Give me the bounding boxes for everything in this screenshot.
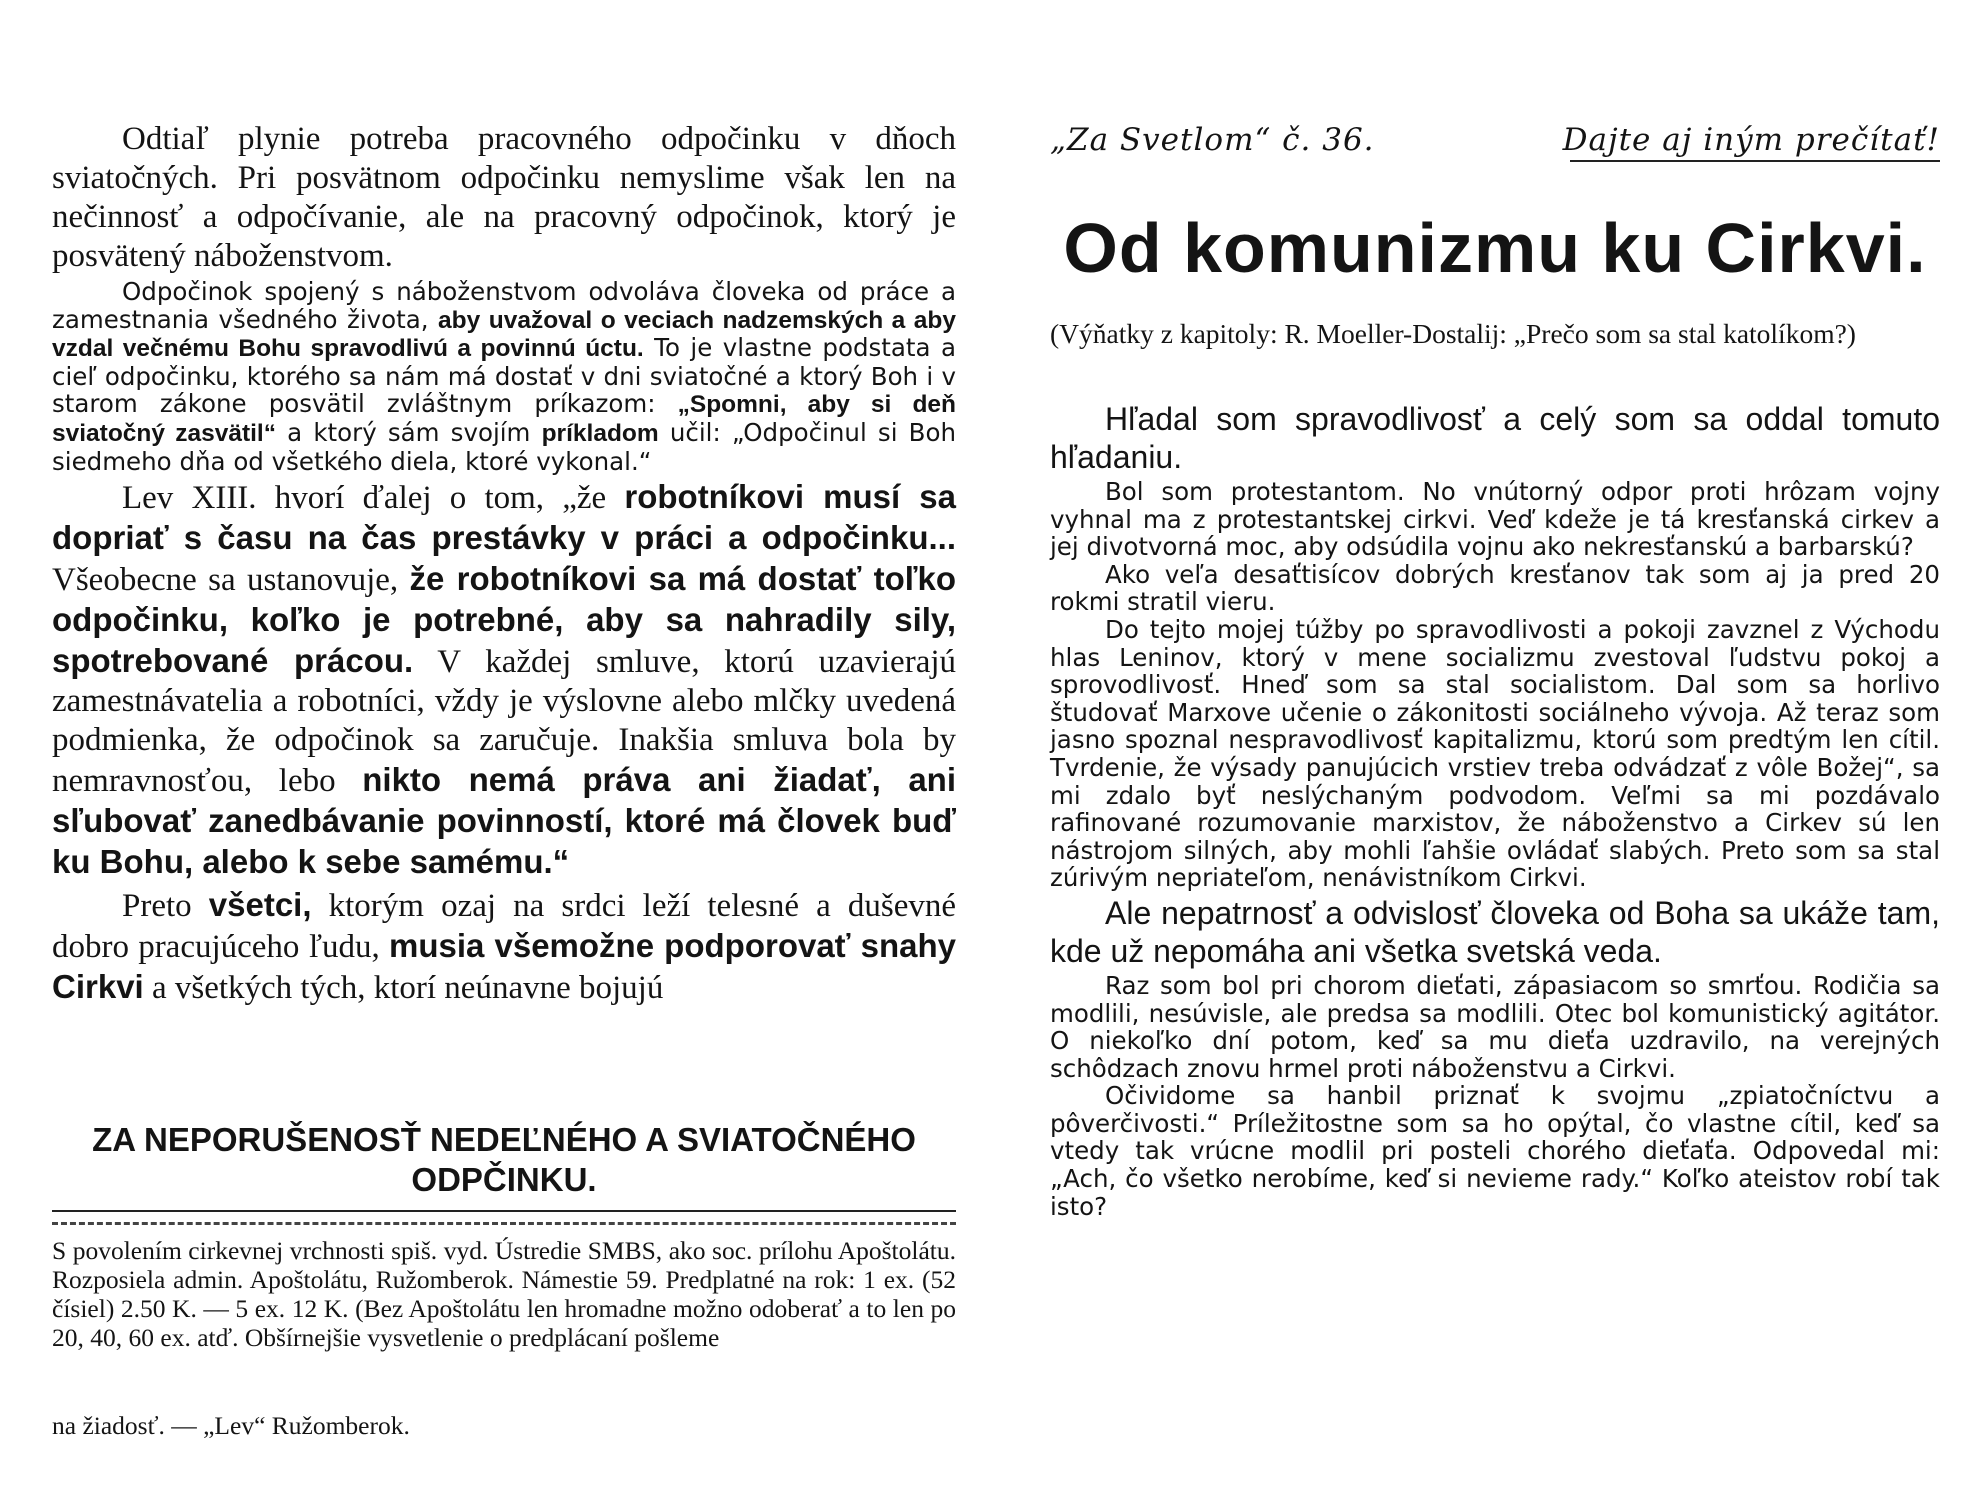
paragraph-4-text-a: Preto (122, 888, 192, 925)
article-paragraph-2: Bol som protestantom. No vnútorný odpor proti hrôzam vojny vyhnal ma z protestantskej cirkvi. Veď kdeže je tá kresťanská cirkev a jej divotvorná moc, aby odsúdila vojnu ako nekresťanskú a barbarskú? (1050, 477, 1940, 562)
paragraph-4 (52, 885, 956, 1008)
paragraph-3-bold-b: že robotníkovi sa má dostať toľko odpočinku, koľko je potrebné, aby sa nahradily sily, spotrebované prácou. (52, 560, 957, 680)
article-paragraph-4: Do tejto mojej túžby po spravodlivosti a pokoji zavznel z Východu hlas Leninov, ktorý v mene socializmu zvestoval ľudstvu pokoj a sprovodlivosť. Hneď som sa stal socialistom. Dal som sa horlivo študovať Marxove učenie o zákonitosti sociálneho vývoja. Až teraz som jasno spoznal nespravodlivosť kapitalizmu, ktorú som predtým len cítil. Tvrdenie, že výsady panujúcich vrstiev treba odvádzať z vôle Božej“, sa mi zdalo byť neslýchaným podvodom. Veľmi sa mi pozdávalo rafinované rozumovanie marxistov, že náboženstvo a Cirkev sú len nástrojom silných, aby mohli ľahšie ovládať slabých. Preto som sa stal zúrivým nepriateľom, nenávistníkom Cirkvi. (1050, 614, 1940, 893)
article-paragraph-5: Ale nepatrnosť a odvislosť človeka od Boha sa ukáže tam, kde už nepomáha ani všetka svetská veda. (1050, 894, 1940, 969)
paragraph-4-text-b: ktorým ozaj na srdci leží telesné a duševné dobro pracujúceho ľudu, (52, 888, 956, 966)
issue-header: „Za Svetlom“ č. 36. (1050, 122, 1375, 158)
paragraph-2-text-a: Odpočinok spojený s náboženstvom odvoláva človeka od práce a zamestnania všedného života, (52, 277, 956, 334)
paragraph-3 (52, 477, 956, 883)
paragraph-2-bold-c: príkladom (541, 419, 659, 447)
article-paragraph-3: Ako veľa desaťtisícov dobrých kresťanov tak som aj ja pred 20 rokmi stratil vieru. (1050, 559, 1940, 617)
article-paragraph-1: Hľadal som spravodlivosť a celý som sa oddal tomuto hľadaniu. (1050, 401, 1940, 475)
header-slogan: Dajte aj iným prečítať! (1562, 122, 1940, 158)
divider-dashed-line (52, 1222, 956, 1225)
closing-heading: ZA NEPORUŠENOSŤ NEDEĽNÉHO A SVIATOČNÉHO ODPČINKU. (92, 1121, 916, 1198)
article-paragraph-7: Očividome sa hanbil priznať k svojmu „zpiatočníctvu a pôverčivosti.“ Príležitostne som sa ho opýtal, čo vlastne cítil, keď sa vtedy tak vrúcne modlil pri posteli chorého dieťaťa. Odpovedal mi: „Ach, čo všetko nerobíme, keď si nevieme rady.“ Koľko ateistov robí tak isto? (1050, 1081, 1940, 1221)
paragraph-2-bold-a: aby uvažoval o veciach nadzemských a aby vzdal večnému Bohu spravodlivú a povinnú úctu. (52, 306, 956, 363)
paragraph-4-bold-b: musia všemožne podporovať snahy Cirkvi (52, 927, 956, 1006)
article-title: Od komunizmu ku Cirkvi. (1063, 209, 1927, 287)
paragraph-4-bold-a: všetci, (208, 886, 312, 924)
divider-line (52, 1210, 956, 1212)
header-underline (1570, 160, 1940, 162)
footer-imprint-last-line: na žiadosť. — „Lev“ Ružomberok. (52, 1411, 410, 1440)
paragraph-2-text-d: učil: „Odpočinul si Boh siedmeho dňa od všetkého diela, ktoré vykonal.“ (52, 417, 956, 476)
article-subtitle: (Výňatky z kapitoly: R. Moeller-Dostalij: „Prečo som sa stal katolíkom?) (1050, 318, 1856, 349)
paragraph-2-text-c: a ktorý sám svojím (287, 417, 531, 447)
paragraph-4-text-c: a všetkých tých, ktorí neúnavne bojujú (151, 970, 664, 1007)
paragraph-1: Odtiaľ plynie potreba pracovného odpočinku v dňoch sviatočných. Pri posvätnom odpočinku nemyslime však len na nečinnosť a odpočívanie, ale na pracovný odpočinok, ktorý je posvätený náboženstvom. (52, 121, 956, 274)
footer-imprint: S povolením cirkevnej vrchnosti spiš. vyd. Ústredie SMBS, ako soc. prílohu Apoštolátu. Rozposiela admin. Apoštolátu, Ružomberok. Námestie 59. Predplatné na rok: 1 ex. (52 čísiel) 2.50 K. — 5 ex. 12 K. (Bez Apoštolátu len hromadne možno odoberať a to len po 20, 40, 60 ex. atď. Obšírnejšie vysvetlenie o predplácaní pošleme (52, 1236, 956, 1352)
paragraph-2 (52, 278, 956, 475)
paragraph-2-bold-b: „Spomni, aby si deň sviatočný zasvätil“ (52, 391, 957, 447)
article-paragraph-6: Raz som bol pri chorom dieťati, zápasiacom so smrťou. Rodičia sa modlili, nesúvisle, ale predsa sa modlili. Otec bol komunistický agitátor. O niekoľko dní potom, keď sa mu dieťa uzdravilo, na verejných schôdzach znovu hrmel proti náboženstvu a Cirkvi. (1050, 970, 1940, 1083)
paragraph-3-bold-c: nikto nemá práva ani žiadať, ani sľubovať zanedbávanie povinností, ktoré má človek buď ku Bohu, alebo k sebe samému.“ (52, 761, 956, 881)
paragraph-3-text-a: Lev XIII. hvorí ďalej o tom, „že (122, 480, 607, 517)
paragraph-2-text-b: To je vlastne podstata a cieľ odpočinku, ktorého sa nám má dostať v dni sviatočné a ktorý Boh i v starom zákone posvätil zvláštnym príkazom: (52, 333, 956, 419)
paragraph-3-text-c: V každej smluve, ktorú uzavierajú zamestnávatelia a robotníci, vždy je výslovne alebo mlčky uvedená podmienka, že odpočinok sa zaručuje. Inakšia smluva bola by nemravnosťou, lebo (52, 644, 957, 800)
paragraph-3-text-b: Všeobecne sa ustanovuje, (52, 562, 399, 599)
paragraph-3-bold-a: robotníkovi musí sa dopriať s času na čas prestávky v práci a odpočinku... (52, 478, 956, 557)
